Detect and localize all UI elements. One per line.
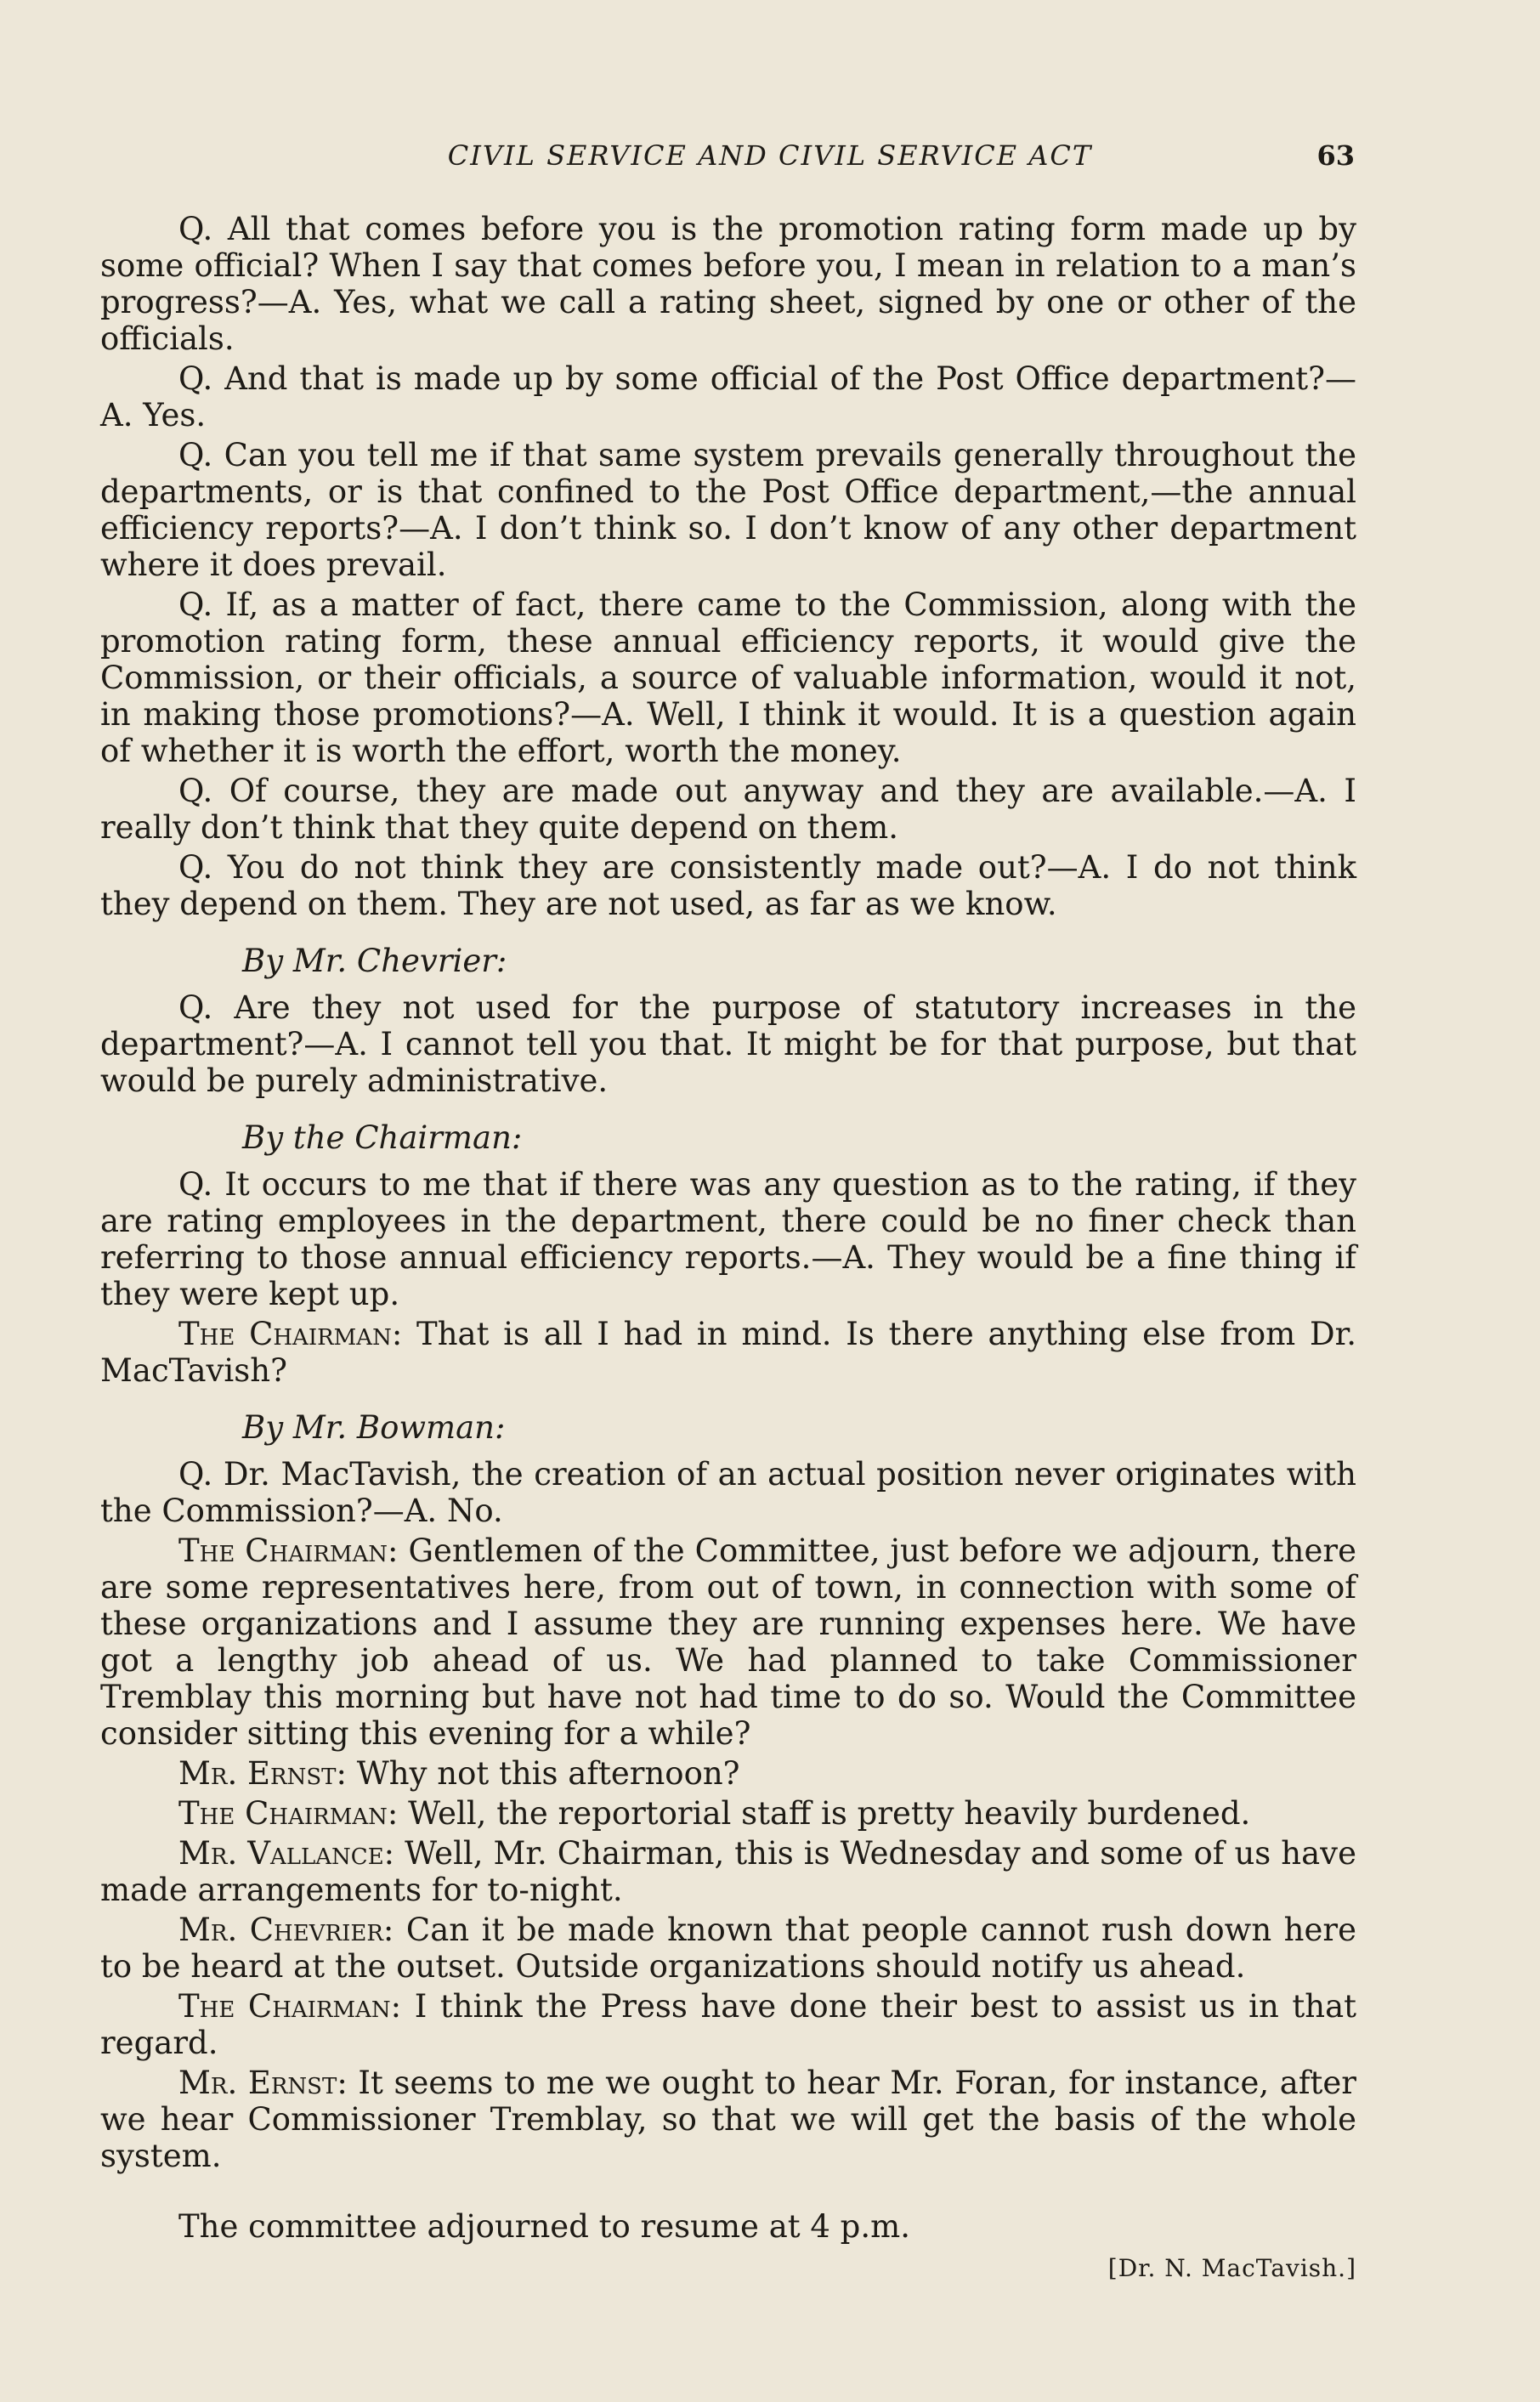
paragraph-chevrier-question: Q. Are they not used for the purpose of statutory increases in the department?—A. I cannot tell you that. It might be for that purpose, but that would be purely administrative. (100, 989, 1356, 1099)
speaker-name: Mr. Ernst: (178, 2065, 348, 2101)
speaker-name: Mr. Ernst: (178, 1755, 347, 1792)
adjournment-line: The committee adjourned to resume at 4 p.m. (178, 2208, 910, 2245)
paragraph-3: Q. Can you tell me if that same system prevails generally throughout the departments, or is that confined to the Post Office department,—the annual efficiency reports?—A. I don’t think so. I don’t know of any other department where it does prevail. (100, 437, 1356, 583)
speaker-name: The Chairman: (178, 1532, 399, 1569)
speaker-name: The Chairman: (178, 1316, 403, 1352)
speech-text: Gentlemen of the Committee, just before we adjourn, there are some representatives here, from out of town, in connection with some of these organizations and I assume they are running expenses here. We have got a lengthy job ahead of us. We had planned to take Commissioner Tremblay this morning but have not had time to do so. Would the Committee consider sitting this evening for a while? (100, 1532, 1356, 1752)
page-body (100, 211, 1356, 2286)
speech-text: Why not this afternoon? (346, 1755, 740, 1792)
running-title: CIVIL SERVICE AND CIVIL SERVICE ACT (447, 139, 1093, 172)
paragraph-1: Q. All that comes before you is the promotion rating form made up by some official? When I say that comes before you, I mean in relation to a man’s progress?—A. Yes, what we call a rating sheet, signed by one or other of the officials. (100, 211, 1356, 357)
witness-footer: [Dr. N. MacTavish.] (1107, 2254, 1356, 2282)
speaker-name: The Chairman: (178, 1795, 399, 1832)
discussion-paragraph (100, 1988, 1356, 2061)
speech-text: Well, Mr. Chairman, this is Wednesday and some of us have made arrangements for to-night. (100, 1835, 1356, 1908)
page-header (0, 134, 1540, 177)
section-heading-bowman: By Mr. Bowman: (242, 1409, 506, 1446)
discussion-paragraph (100, 1532, 1356, 1752)
paragraph-5: Q. Of course, they are made out anyway and they are available.—A. I really don’t think that they quite depend on them. (100, 773, 1356, 846)
paragraph-bowman-question: Q. Dr. MacTavish, the creation of an actual position never originates with the Commission?—A. No. (100, 1456, 1356, 1529)
speech-text: That is all I had in mind. Is there anything else from Dr. MacTavish? (100, 1316, 1356, 1389)
speech-text: I think the Press have done their best to assist us in that regard. (100, 1988, 1356, 2061)
discussion-paragraph (100, 1912, 1356, 1985)
speaker-name: Mr. Vallance: (178, 1835, 395, 1872)
speech-text: Can it be made known that people cannot rush down here to be heard at the outset. Outside organizations should notify us ahead. (100, 1912, 1356, 1985)
speaker-name: The Chairman: (178, 1988, 402, 2025)
paragraph-chairman-remark (100, 1316, 1356, 1389)
paragraph-4: Q. If, as a matter of fact, there came to the Commission, along with the promotion rating form, these annual efficiency reports, it would give the Commission, or their officials, a source of valuable information, would it not, in making those promotions?—A. Well, I think it would. It is a question again of whether it is worth the effort, worth the money. (100, 586, 1356, 769)
section-heading-chairman: By the Chairman: (242, 1119, 523, 1156)
section-heading-chevrier: By Mr. Chevrier: (242, 943, 507, 979)
page-number: 63 (1316, 139, 1355, 172)
speech-text: Well, the reportorial staff is pretty heavily burdened. (398, 1795, 1251, 1832)
speaker-name: Mr. Chevrier: (178, 1912, 394, 1948)
paragraph-2: Q. And that is made up by some official of the Post Office department?—A. Yes. (100, 360, 1356, 433)
discussion-paragraph (100, 1795, 1356, 1832)
discussion-paragraph (100, 1755, 1356, 1792)
discussion-paragraph (100, 1835, 1356, 1908)
speech-text: It seems to me we ought to hear Mr. Foran, for instance, after we hear Commissioner Tremblay, so that we will get the basis of the whole system. (100, 2065, 1356, 2174)
discussion-paragraph (100, 2065, 1356, 2174)
paragraph-chairman-question: Q. It occurs to me that if there was any question as to the rating, if they are rating employees in the department, there could be no finer check than referring to those annual efficiency reports.—A. They would be a fine thing if they were kept up. (100, 1166, 1356, 1312)
paragraph-6: Q. You do not think they are consistently made out?—A. I do not think they depend on them. They are not used, as far as we know. (100, 849, 1356, 922)
